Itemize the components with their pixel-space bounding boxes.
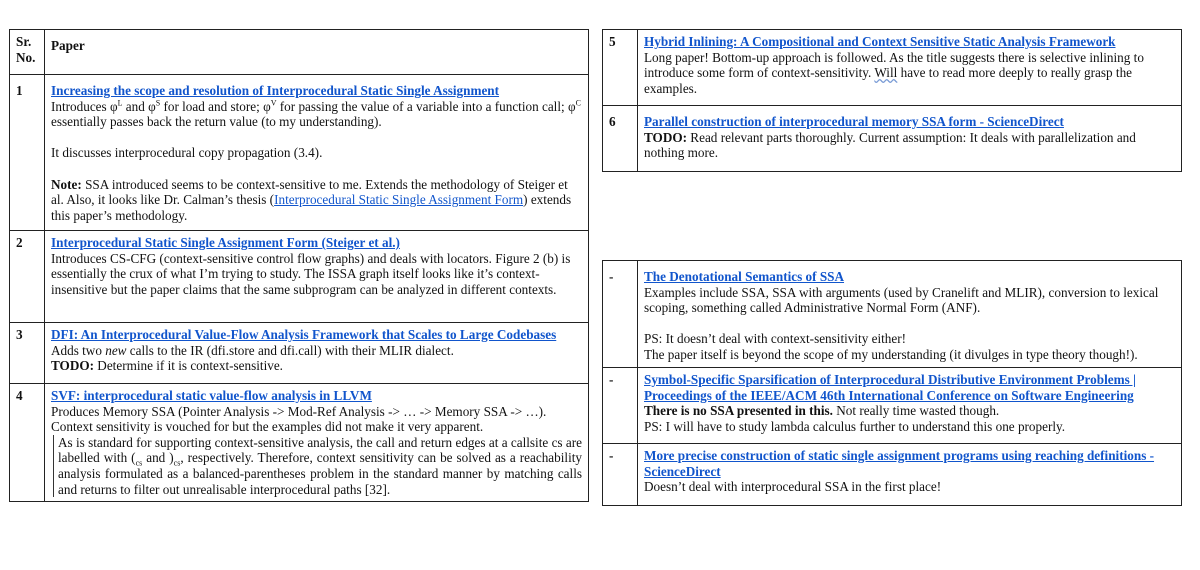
left-papers-table <box>9 29 589 502</box>
paper-cell <box>45 384 589 502</box>
table-row <box>10 75 589 231</box>
paper-description: Long paper! Bottom-up approach is followed. As the title suggests there is selective inlining to introduce some form of context-sensitivity. Will have to read more deeply to really grasp the examples. <box>644 49 1144 96</box>
paper-cell <box>638 106 1182 172</box>
row-number: 3 <box>10 323 45 384</box>
paper-title-link[interactable]: The Denotational Semantics of SSA <box>644 269 845 284</box>
paper-title-link[interactable]: Parallel construction of interprocedural memory SSA form - ScienceDirect <box>644 114 1064 129</box>
row-number: - <box>603 261 638 368</box>
paper-description: Produces Memory SSA (Pointer Analysis -> Mod-Ref Analysis -> … -> Memory SSA -> …). <box>51 403 547 419</box>
paper-description: Introduces $\varphi^L$ and $\varphi^S$ for load and store; $\varphi^V$ for passing the value of a variable into a function call; $\varphi^C$ essentially passes back the return value (to my understanding). <box>51 98 581 130</box>
paper-note: Note: SSA introduced seems to be context-sensitive to me. Extends the methodology of Steiger et al. Also, it looks like Dr. Calman’s thesis (Interprocedural Static Single Assignment Form) extends this paper’s methodology. <box>51 176 572 223</box>
paper-note: The paper itself is beyond the scope of my understanding (it divulges in type theory though!). <box>644 346 1138 362</box>
table-row <box>10 384 589 502</box>
paper-quote: As is standard for supporting context-sensitive analysis, the call and return edges at a callsite cs are labelled with ($_{cs}$ and )$_{cs}$, respectively. Therefore, context sensitivity can be solved as a reachability analysis formulated as a balanced-parentheses problem in the standard manner by matching calls and returns to filter out unrealisable interprocedural paths [32]. <box>53 435 582 497</box>
row-number: - <box>603 444 638 506</box>
paper-description: Context sensitivity is vouched for but the examples did not make it very apparent. <box>51 419 484 435</box>
row-number: 1 <box>10 75 45 231</box>
paper-todo: TODO: Determine if it is context-sensitive. <box>51 358 283 374</box>
paper-note: It discusses interprocedural copy propagation (3.4). <box>51 145 323 161</box>
paper-todo: TODO: Read relevant parts thoroughly. Current assumption: It deals with parallelization and nothing more. <box>644 129 1136 161</box>
table-header-row <box>10 30 589 75</box>
paper-description: Doesn’t deal with interprocedural SSA in the first place! <box>644 479 942 495</box>
paper-description: Introduces CS-CFG (context-sensitive control flow graphs) and deals with locators. Figure 2 (b) is essentially the crux of what I’m trying to study. The ISSA graph itself looks like it’s context-insensitive but the paper claims that the same subprogram can be analyzed in different contexts. <box>51 250 571 297</box>
paper-title-link[interactable]: Interprocedural Static Single Assignment Form (Steiger et al.) <box>51 235 400 250</box>
sr-no-header: Sr. No. <box>10 30 45 75</box>
row-number: 4 <box>10 384 45 502</box>
right-top-papers-table <box>602 29 1182 172</box>
paper-cell <box>45 323 589 384</box>
row-number: 5 <box>603 30 638 106</box>
paper-title-link[interactable]: DFI: An Interprocedural Value-Flow Analysis Framework that Scales to Large Codebases <box>51 327 557 342</box>
table-row <box>603 444 1182 506</box>
paper-title-link[interactable]: Increasing the scope and resolution of Interprocedural Static Single Assignment <box>51 83 500 98</box>
thesis-link[interactable]: Interprocedural Static Single Assignment Form <box>274 192 524 208</box>
row-number: 2 <box>10 231 45 323</box>
table-row <box>603 368 1182 444</box>
paper-cell <box>638 261 1182 368</box>
table-row <box>10 231 589 323</box>
paper-description: Adds two new calls to the IR (dfi.store and dfi.call) with their MLIR dialect. <box>51 342 454 358</box>
paper-title-link[interactable]: Hybrid Inlining: A Compositional and Context Sensitive Static Analysis Framework <box>644 34 1116 49</box>
paper-note: PS: It doesn’t deal with context-sensitivity either! <box>644 331 906 347</box>
table-row <box>603 106 1182 172</box>
right-bottom-papers-table <box>602 260 1182 506</box>
paper-description: Examples include SSA, SSA with arguments (used by Cranelift and MLIR), conversion to lexical scoping, something called Administrative Normal Form (ANF). <box>644 284 1159 316</box>
paper-cell <box>638 368 1182 444</box>
paper-cell <box>45 231 589 323</box>
paper-description: There is no SSA presented in this. Not really time wasted though. <box>644 403 1000 419</box>
paper-note: PS: I will have to study lambda calculus further to understand this one properly. <box>644 418 1066 434</box>
row-number: - <box>603 368 638 444</box>
table-row <box>603 261 1182 368</box>
row-number: 6 <box>603 106 638 172</box>
paper-cell <box>638 444 1182 506</box>
paper-cell <box>638 30 1182 106</box>
paper-title-link[interactable]: More precise construction of static single assignment programs using reaching definitions - ScienceDirect <box>644 448 1155 479</box>
paper-title-link[interactable]: Symbol-Specific Sparsification of Interprocedural Distributive Environment Problems | Proceedings of the IEEE/ACM 46th International Conference on Software Engineering <box>644 372 1136 403</box>
table-row <box>603 30 1182 106</box>
paper-header: Paper <box>45 30 589 75</box>
table-row <box>10 323 589 384</box>
paper-cell <box>45 75 589 231</box>
paper-title-link[interactable]: SVF: interprocedural static value-flow analysis in LLVM <box>51 388 372 403</box>
